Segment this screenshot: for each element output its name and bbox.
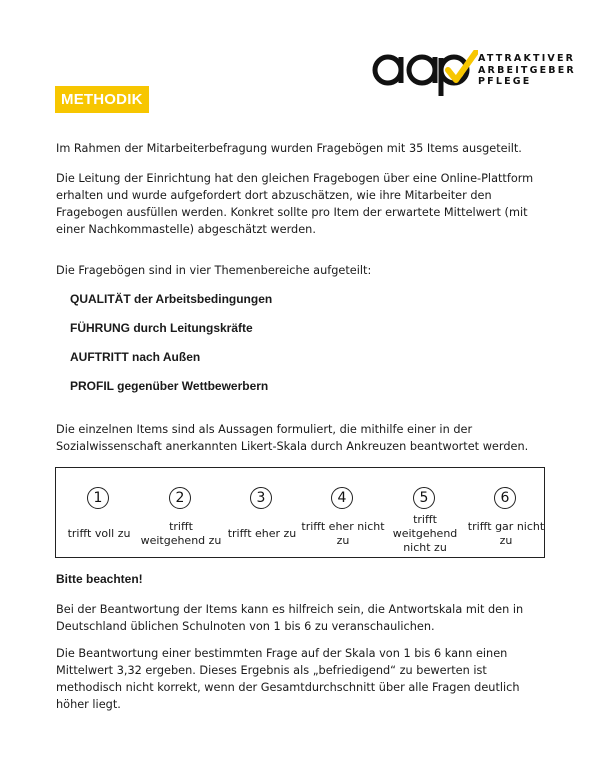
scale-item-6 (464, 468, 548, 559)
aap-logo-mark (372, 50, 478, 98)
scale-number-2: 2 (169, 487, 191, 509)
topic-leadership: FÜHRUNG durch Leitungskräfte (70, 321, 253, 335)
scale-number-6: 6 (494, 487, 516, 509)
logo-line-3: PFLEGE (478, 76, 532, 87)
aap-logo (372, 50, 576, 98)
scale-number-3: 3 (250, 487, 272, 509)
scale-label-4: trifft eher nicht zu (301, 520, 385, 547)
logo-line-1: ATTRAKTIVER (478, 53, 576, 64)
scale-item-5 (383, 468, 467, 559)
topic-profile: PROFIL gegenüber Wettbewerbern (70, 379, 269, 393)
scale-number-4: 4 (331, 487, 353, 509)
scale-item-1 (57, 468, 141, 559)
note-paragraph-2: Die Beantwortung einer bestimmten Frage auf der Skala von 1 bis 6 kann einen Mittelwert 3,32 ergeben. Dieses Ergebnis als „befriedigend“ zu bewerten ist methodisch nicht korrekt, wenn der Gesamtdurchschnitt über alle Fragen deutlich höher liegt. (56, 647, 520, 711)
scale-item-4 (301, 468, 385, 559)
note-paragraph-1: Bei der Beantwortung der Items kann es hilfreich sein, die Antwortskala mit den in Deutschland üblichen Schulnoten von 1 bis 6 zu veranschaulichen. (56, 603, 524, 633)
section-badge: METHODIK (55, 86, 149, 113)
scale-label-2: trifft weitgehend zu (140, 520, 222, 547)
topic-appearance: AUFTRITT nach Außen (70, 350, 201, 364)
scale-label-1: trifft voll zu (67, 527, 131, 540)
scale-item-3 (220, 468, 304, 559)
topic-quality: QUALITÄT der Arbeitsbedingungen (70, 292, 273, 306)
scale-label-3: trifft eher zu (227, 527, 297, 540)
logo-wordmark (478, 53, 576, 88)
likert-scale (55, 467, 545, 558)
scale-label-5: trifft weitgehend nicht zu (392, 513, 458, 554)
intro-paragraph: Im Rahmen der Mitarbeiterbefragung wurden Fragebögen mit 35 Items ausgeteilt. (56, 142, 522, 155)
scale-number-1: 1 (87, 487, 109, 509)
likert-paragraph: Die einzelnen Items sind als Aussagen formuliert, die mithilfe einer in der Sozialwissenschaft anerkannten Likert-Skala durch Ankreuzen beantwortet werden. (56, 423, 529, 453)
scale-label-6: trifft gar nicht zu (467, 520, 545, 547)
topics-intro: Die Fragebögen sind in vier Themenbereiche aufgeteilt: (56, 264, 372, 277)
leadership-paragraph: Die Leitung der Einrichtung hat den gleichen Fragebogen über eine Online-Plattform erhalten und wurde aufgefordert dort abzuschätzen, wie ihre Mitarbeiter den Fragebogen ausfüllen werden. Konkret sollte pro Item der erwartete Mittelwert (mit einer Nachkommastelle) abgeschätzt werden. (56, 172, 534, 236)
note-title: Bitte beachten! (56, 572, 143, 586)
logo-line-2: ARBEITGEBER (478, 64, 576, 76)
scale-item-2 (139, 468, 223, 559)
scale-number-5: 5 (413, 487, 435, 509)
